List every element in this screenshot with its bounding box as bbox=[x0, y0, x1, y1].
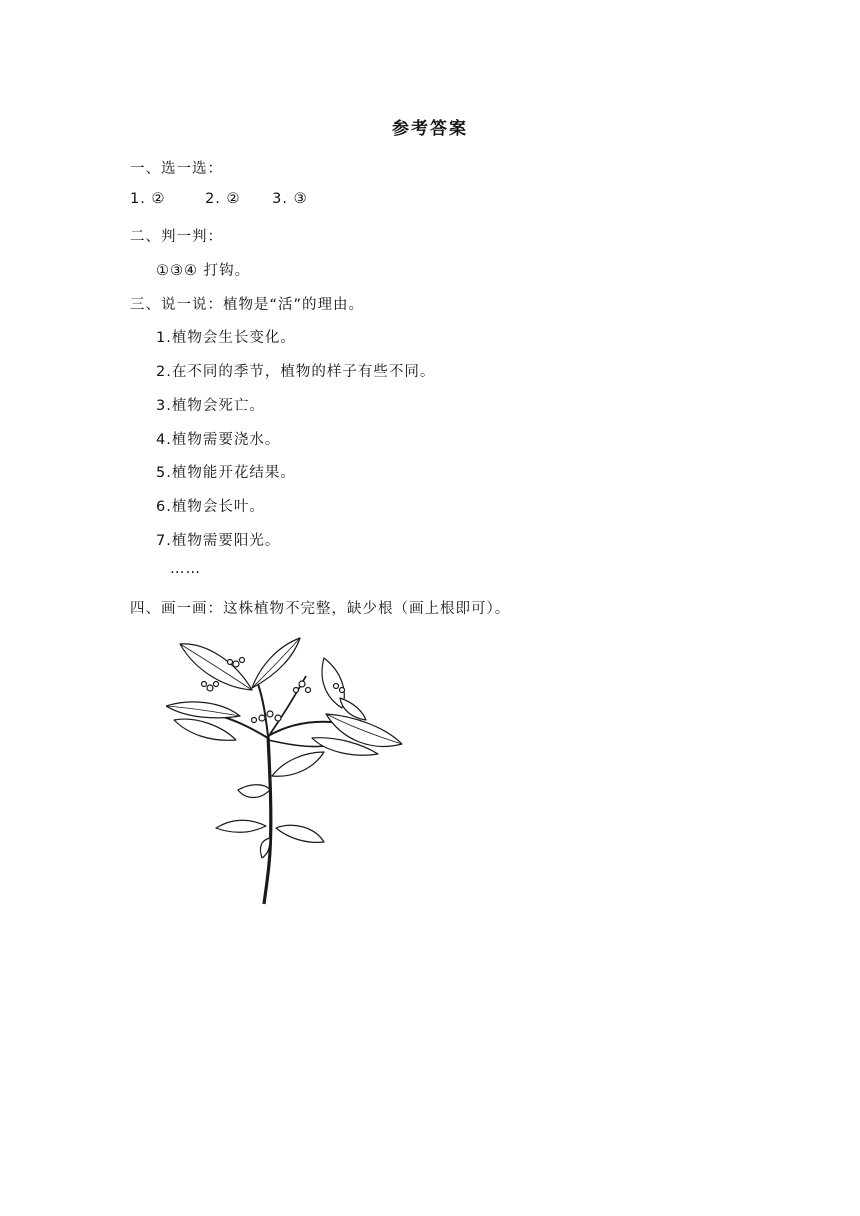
section-heading-choose: 一、选一选： bbox=[130, 161, 223, 177]
reason-item-3: 3.植物会死亡。 bbox=[156, 398, 265, 414]
section-heading-explain: 三、说一说：植物是“活”的理由。 bbox=[130, 297, 365, 313]
reason-item-4: 4.植物需要浇水。 bbox=[156, 432, 281, 448]
reason-item-2: 2.在不同的季节，植物的样子有些不同。 bbox=[156, 364, 436, 380]
choice-answers bbox=[130, 191, 308, 207]
plant-illustration bbox=[166, 636, 404, 906]
reason-item-7: 7.植物需要阳光。 bbox=[156, 533, 281, 549]
page-title: 参考答案 bbox=[392, 119, 468, 139]
section-heading-judge: 二、判一判： bbox=[130, 229, 223, 245]
choice-answer-3: 3. ③ bbox=[272, 191, 308, 207]
reason-item-1: 1.植物会生长变化。 bbox=[156, 330, 296, 346]
section-heading-draw: 四、画一画：这株植物不完整，缺少根（画上根即可）。 bbox=[130, 601, 511, 617]
judge-answer: ①③④ 打钩。 bbox=[156, 263, 251, 279]
choice-answer-1: 1. ② bbox=[130, 191, 166, 207]
choice-answer-2: 2. ② bbox=[205, 191, 241, 207]
reason-item-5: 5.植物能开花结果。 bbox=[156, 465, 296, 481]
reason-item-6: 6.植物会长叶。 bbox=[156, 499, 265, 515]
reason-ellipsis: …… bbox=[170, 561, 201, 577]
